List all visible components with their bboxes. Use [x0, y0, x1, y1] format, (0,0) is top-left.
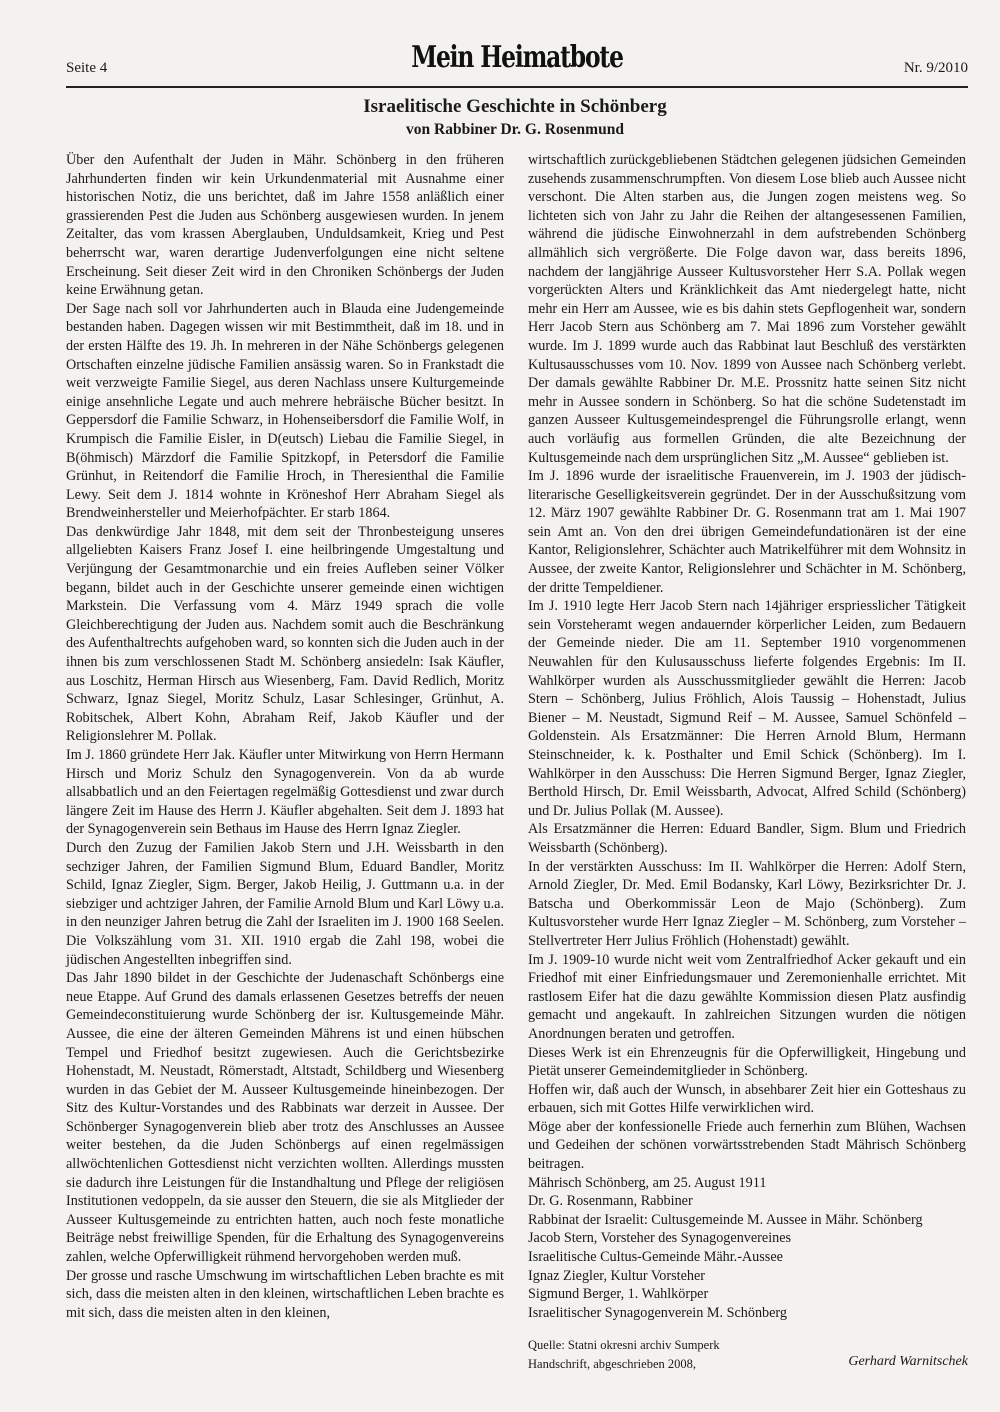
masthead-logo: Mein Heimatbote — [411, 40, 623, 75]
issue-number: Nr. 9/2010 — [903, 60, 968, 76]
article-title: Israelitische Geschichte in Schönberg — [363, 96, 667, 117]
signature-line: Mährisch Schönberg, am 25. August 1911 — [528, 1174, 767, 1191]
source-line: Quelle: Statni okresni archiv Sumperk — [528, 1338, 720, 1352]
paragraph: Hoffen wir, daß auch der Wunsch, in absehbarer Zeit hier ein Gotteshaus zu erbauen, sich mit Gottes Hilfe verwirklichen wird. — [528, 1081, 966, 1117]
signature-line: Ignaz Ziegler, Kultur Vorsteher — [528, 1267, 705, 1284]
paragraph: Über den Aufenthalt der Juden in Mähr. Schönberg in den früheren Jahrhunderten finden wir kein Urkundenmaterial mit Ausnahme einer historischen Notiz, die uns berichtet, daß im Jahre 1558 anläßlich einer grassierenden Pest die Juden aus Schönberg ausgewiesen wurden. In jenem Zeitalter, das vom krassen Aberglauben, Unduldsamkeit, Krieg und Pest beherrscht war, waren derartige Judenverfolgungen eine nicht seltene Erscheinung. Seit dieser Zeit wird in den Chroniken Schönbergs der Juden keine Erwähnung getan. — [66, 152, 504, 299]
left-column — [66, 151, 504, 1322]
paragraph: wirtschaftlich zurückgebliebenen Städtchen gelegenen jüdsichen Gemeinden zusehends zusammenschrumpften. Von diesem Lose blieb auch Aussee nicht verschont. Die Alten starben aus, die Jungen zogen meistens weg. So lichteten sich von Jahr zu Jahr die Reihen der altangesessenen Familien, während die jüdische Einwohnerzahl in dem aufstrebenden Schönberg allmählich sich vergrößerte. Die Folge davon war, dass bereits 1896, nachdem der langjährige Ausseer Kultusvorsteher Herr S.A. Pollak wegen vorgerückten Alters und Kränklichkeit das Amt niedergelegt hatte, nicht mehr ein Herr am Aussee, wie es bis dahin stets Gepflogenheit war, sondern Herr Jacob Stern aus Schönberg am 7. Mai 1896 zum Vorsteher gewählt wurde. Im J. 1899 wurde auch das Rabbinat laut Beschluß des verstärkten Kultusausschusses vom 10. Nov. 1899 von Aussee nach Schönberg verlebt. Der damals gewählte Rabbiner Dr. M.E. Prossnitz hatte seinen Sitz nicht mehr in Aussee sondern in Schönberg. So hat die schöne Sudetenstadt im ganzen Ausseer Kultusgemeindesprengel die Führungsrolle erlangt, wenn auch vorläufig aus formellen Gründen, die alte Bezeichnung der Kultusgemeinde nach dem ursprünglichen Sitz „M. Aussee“ geblieben ist. — [528, 152, 966, 466]
source-line: Handschrift, abgeschrieben 2008, — [528, 1357, 696, 1371]
paragraph: Im J. 1896 wurde der israelitische Frauenverein, im J. 1903 der jüdisch-literarische Geselligkeitsverein gegründet. Der in der Ausschußsitzung vom 12. März 1907 gewählte Rabbiner Dr. G. Rosenmann trat am 1. Mai 1907 sein Amt an. Von den drei übrigen Gemeindefundationären ist der eine Kantor, Religionslehrer, Schächter auch Matrikelführer mit dem Wohnsitz in Aussee, der zweite Kantor, Religionslehrer und Schächter in M. Schönberg, der dritte Tempeldiener. — [528, 468, 966, 596]
paragraph: Der Sage nach soll vor Jahrhunderten auch in Blauda eine Judengemeinde bestanden haben. Dagegen wissen wir mit Bestimmtheit, daß im 18. und in der ersten Hälfte des 19. Jh. In mehreren in der Nähe Schönbergs gelegenen Ortschaften einzelne jüdische Familien ansässig waren. So in Frankstadt die weit verzweigte Familie Siegel, aus deren Nachlass unsere Kulturgemeinde einige ansehnliche Legate und auch mehrere hebräische Bücher besitzt. In Geppersdorf die Familie Schwarz, in Hohenseibersdorf die Familie Wolf, in Krumpisch die Familie Eisler, in D(eutsch) Liebau die Familie Siegel, in B(öhmisch) Märzdorf die Familie Spitzkopf, in Petersdorf die Familie Grünhut, in Reitendorf die Familie Hroch, in Theresienthal die Familie Lewy. Seit dem J. 1814 wohnte in Kröneshof Herr Abraham Siegel als Brendweinhersteller und Meierhofpächter. Er starb 1864. — [66, 300, 504, 522]
paragraph: Durch den Zuzug der Familien Jakob Stern und J.H. Weissbarth in den sechziger Jahren, der Familien Sigmund Blum, Eduard Bandler, Moritz Schild, Ignaz Ziegler, Sigm. Berger, Jakob Heilig, J. Guttmann u.a. in der siebziger und achtziger Jahren, der Familie Arnold Blum und Karl Löwy u.a. in den neunziger Jahren betrug die Zahl der Israeliten im J. 1900 168 Seelen. Die Volkszählung vom 31. XII. 1910 ergab die Zahl 198, wobei die jüdischen Angestellten inbegriffen sind. — [66, 839, 504, 968]
paragraph: In der verstärkten Ausschuss: Im II. Wahlkörper die Herren: Adolf Stern, Arnold Ziegler, Dr. Med. Emil Bodansky, Karl Löwy, Bezirksrichter Dr. J. Batscha und Oberkommissär Leon de Majo (Schönberg). Zum Kultusvorsteher wurde Herr Ignaz Ziegler – M. Schönberg, zum Vorsteher – Stellvertreter Herr Julius Fröhlich (Hohenstadt) gewählt. — [528, 858, 966, 949]
paragraph: Das Jahr 1890 bildet in der Geschichte der Judenaschaft Schönbergs eine neue Etappe. Auf Grund des damals erlassenen Gesetzes betreffs der neuen Gemeindeconstituierung wurde Schönberg der isr. Kultusgemeinde Mähr. Aussee, die eine der älteren Gemeinden Mährens ist und einen hübschen Tempel und Friedhof besitzt zugewiesen. Auch die Gerichtsbezirke Hohenstadt, M. Neustadt, Römerstadt, Altstadt, Schildberg und Wiesenberg wurden in das Gebiet der M. Ausseer Kultusgemeinde hineinbezogen. Der Sitz des Kultur-Vorstandes und des Rabbinats war derzeit in Aussee. Der Schönberger Synagogenverein blieb aber trotz des Anschlusses an Aussee weiter bestehen, da die Juden Schönbergs auf einen regelmässigen allwöchtenlichen Gottesdienst nicht verzichten wollten. Allerdings mussten sie dadurch ihre Leistungen für die Instandhaltung und Pflege der religiösen Institutionen vedoppeln, da sie ausser den Steuern, die sie als Mitglieder der Ausseer Kultusgemeinde zu entrichten hatten, auch noch feste monatliche Beiträge nebst freiwillige Spenden, für die Erhaltung des Synagogenvereins zahlen, welche Opferwilligkeit rühmend hervorgehoben werden muß. — [66, 970, 504, 1266]
author-credit: Gerhard Warnitschek — [848, 1354, 968, 1369]
page-number: Seite 4 — [66, 60, 108, 76]
signature-line: Israelitischer Synagogenverein M. Schönberg — [528, 1304, 787, 1321]
paragraph: Im J. 1910 legte Herr Jacob Stern nach 14jähriger erspriesslicher Tätigkeit sein Vorsteheramt wegen andauernder körperlicher Leiden, zum Bedauern der Gemeinde nieder. Die am 11. September 1910 vorgenommenen Neuwahlen für den Kulusausschuss lieferte folgendes Ergebnis: Im II. Wahlkörper wurden als Ausschussmitglieder gewählt die Herren: Jacob Stern – Schönberg, Julius Fröhlich, Alois Taussig – Hohenstadt, Julius Biener – M. Neustadt, Sigmund Reif – M. Aussee, Samuel Schönfeld – Goldenstein. Als Ersatzmänner: Die Herren Arnold Blum, Hermann Steinschneider, k. k. Posthalter und Emil Schick (Schönberg). Im I. Wahlkörper in den Ausschuss: Die Herren Sigmund Berger, Ignaz Ziegler, Berthold Hirsch, Dr. Emil Weissbarth, Advocat, Alfred Schild (Schönberg) und Dr. Julius Pollak (M. Aussee). — [528, 598, 966, 819]
signature-line: Rabbinat der Israelit: Cultusgemeinde M. Aussee in Mähr. Schönberg — [528, 1211, 923, 1228]
paragraph: Im J. 1860 gründete Herr Jak. Käufler unter Mitwirkung von Herrn Hermann Hirsch und Moriz Schulz den Synagogenverein. Von da ab wurde allsabbatlich und an den Feiertagen regelmäßig Gottesdienst und zwar durch längere Zeit im Hause des Herrn J. Käufler abgehalten. Seit dem J. 1893 hat der Synagogenverein sein Bethaus im Hause des Herrn Ignaz Ziegler. — [66, 747, 504, 838]
paragraph: Dieses Werk ist ein Ehrenzeugnis für die Opferwilligkeit, Hingebung und Pietät unserer Gemeindemitglieder in Schönberg. — [528, 1044, 966, 1080]
paragraph: Das denkwürdige Jahr 1848, mit dem seit der Thronbesteigung unseres allgeliebten Kaisers Franz Josef I. eine heilbringende Umgestaltung und Verjüngung der Gesamtmonarchie und ein freies Aufleben seiner Völker begann, bildet auch in der Geschichte unserer gemeinde einen wichtigen Markstein. Die Verfassung vom 4. März 1949 sprach die volle Gleichberechtigung der Juden aus. Nachdem somit auch die Beschränkung des Aufenthaltrechts aufgehoben ward, so konnten sich die Juden auch in der ihnen bis zum verschlossenen Stadt M. Schönberg ansiedeln: Isak Käufler, aus Loschitz, Herman Hirsch aus Wiesenberg, Fam. David Redlich, Moritz Schwarz, Ignaz Siegel, Moritz Schulz, Lasar Schlesinger, Grünhut, A. Robitschek, Albert Kohn, Abraham Reif, Jakob Käufler und der Religionslehrer M. Pollak. — [66, 523, 504, 745]
header-rule — [66, 86, 968, 88]
right-column — [528, 151, 966, 1322]
signature-line: Dr. G. Rosenmann, Rabbiner — [528, 1193, 693, 1210]
signature-line: Israelitische Cultus-Gemeinde Mähr.-Aussee — [528, 1249, 783, 1266]
signature-line: Jacob Stern, Vorsteher des Synagogenvereines — [528, 1230, 792, 1247]
source-note — [528, 1336, 720, 1374]
article-byline: von Rabbiner Dr. G. Rosenmund — [406, 121, 624, 138]
paragraph: Möge aber der konfessionelle Friede auch fernerhin zum Blühen, Wachsen und Gedeihen der schönen vorwärtsstrebenden Stadt Mährisch Schönberg beitragen. — [528, 1118, 966, 1173]
signature-block — [528, 1174, 966, 1323]
paragraph: Der grosse und rasche Umschwung im wirtschaftlichen Leben brachte es mit sich, dass die meisten alten in den kleinen, wirtschaftlichen Leben brachte es mit sich, dass die meisten alten in den kleinen, — [66, 1267, 504, 1321]
signature-line: Sigmund Berger, 1. Wahlkörper — [528, 1286, 709, 1303]
paragraph: Im J. 1909-10 wurde nicht weit vom Zentralfriedhof Acker gekauft und ein Friedhof mit einer Einfriedungsmauer und Zeremonienhalle errichtet. Mit rastlosem Eifer hat die dazu gewählte Kommission diesen Platz ausfindig gemacht und angekauft. In zahlreichen Sitzungen wurden die nötigen Anordnungen beraten und getroffen. — [528, 951, 966, 1042]
paragraph: Als Ersatzmänner die Herren: Eduard Bandler, Sigm. Blum und Friedrich Weissbarth (Schönberg). — [528, 821, 966, 856]
page-header — [66, 38, 968, 88]
